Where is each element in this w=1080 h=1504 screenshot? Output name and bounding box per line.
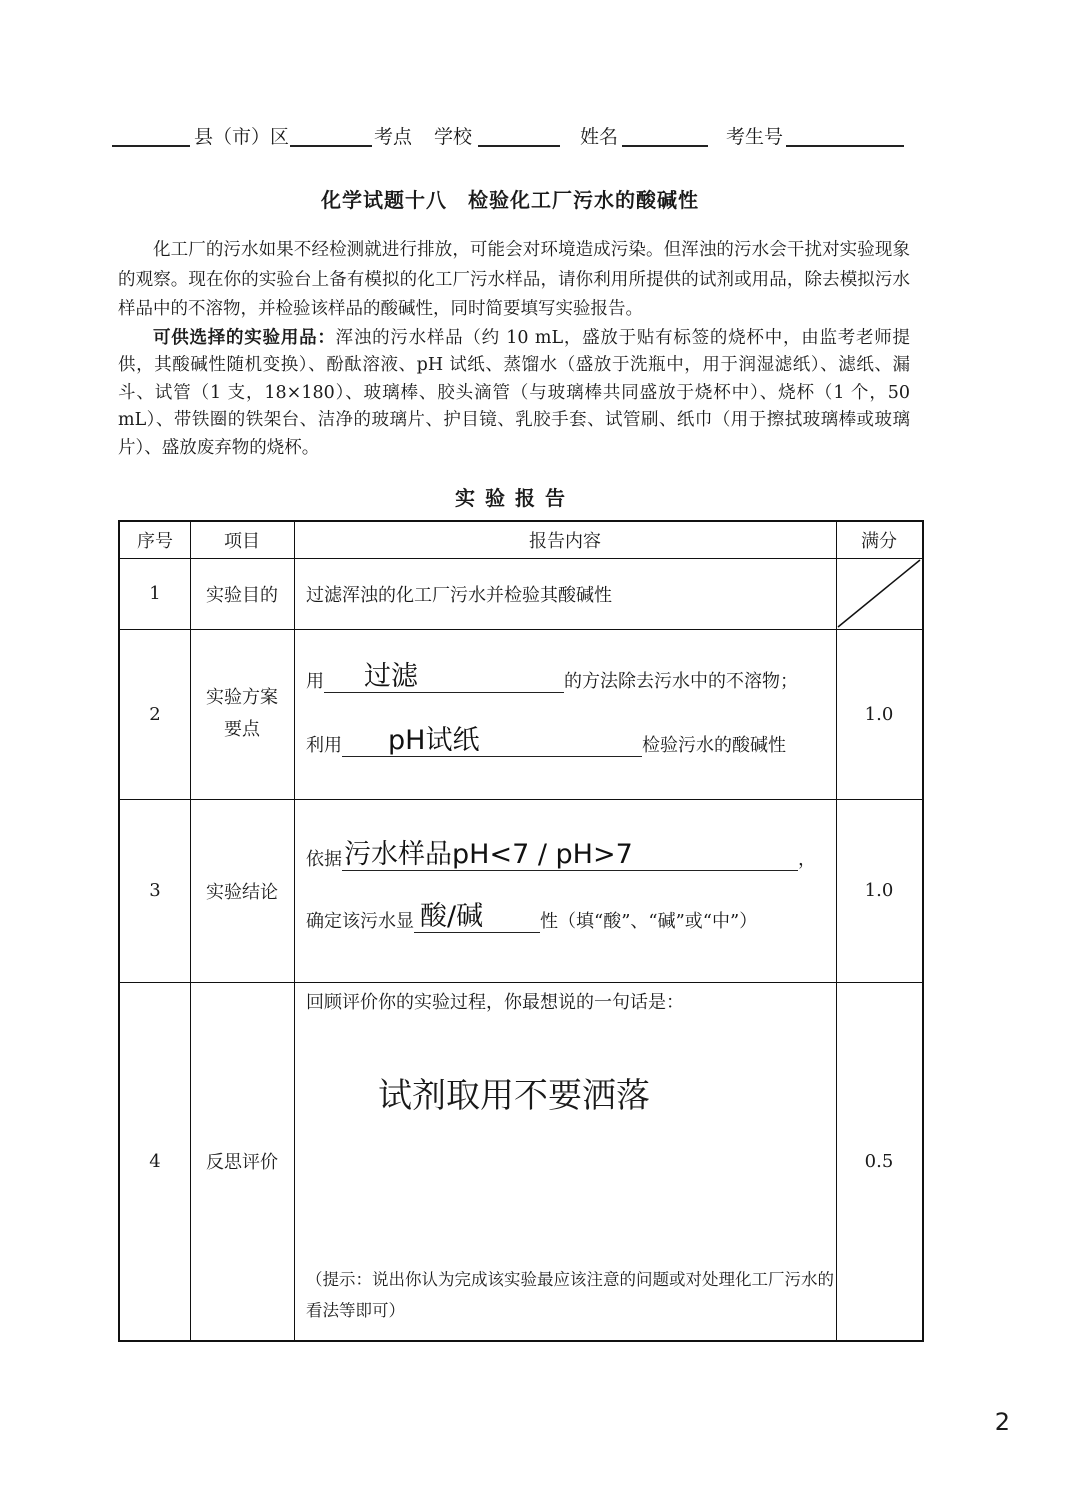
row3-score: 1.0 [864,880,894,901]
page-title: 化学试题十八 检验化工厂污水的酸碱性 [321,188,699,212]
row4-hint: （提示：说出你认为完成该实验最应该注意的问题或对处理化工厂污水的看法等即可） [306,1270,834,1320]
row1-item: 实验目的 [206,584,278,606]
row4-item: 反思评价 [206,1152,278,1173]
row2-no: 2 [149,703,161,725]
county-label: 县（市）区 [194,126,290,148]
row2-line1 [306,661,798,693]
header-content: 报告内容 [529,531,601,552]
exam-site-label: 考点 [374,126,413,148]
page-number: 2 [994,1408,1010,1436]
handwritten-answer: 过滤 [364,661,418,692]
student-no-label: 考生号 [726,126,784,148]
exam-header [112,118,912,152]
row4-prompt: 回顾评价你的实验过程，你最想说的一句话是： [306,992,684,1013]
row2-line1-blank[interactable] [324,661,564,693]
row3-line2-blank[interactable] [414,901,540,933]
report-table [118,520,924,1342]
row4-score: 0.5 [864,1150,894,1172]
intro-text [118,236,910,462]
materials-paragraph [118,325,910,463]
school-label: 学校 [434,126,473,148]
row3-line1-suffix: ， [798,849,816,870]
row3-no: 3 [149,880,161,901]
exam-site-blank[interactable] [290,145,372,147]
row3-line1-blank[interactable] [342,839,798,871]
county-blank[interactable] [112,145,190,147]
header-score: 满分 [861,531,897,552]
row2-line2-blank[interactable] [342,725,642,757]
row1-no: 1 [149,583,161,604]
handwritten-answer: pH试纸 [388,725,480,756]
report-title: 实验报告 [455,486,575,510]
row3-line1-prefix: 依据 [306,849,342,870]
row3-line2 [306,901,758,933]
col-divider [294,522,295,1340]
row2-item [190,629,294,799]
intro-paragraph: 化工厂的污水如果不经检测就进行排放，可能会对环境造成污染。但浑浊的污水会干扰对实验现象的观察。现在你的实验台上备有模拟的化工厂污水样品，请你利用所提供的试剂或用品，除去模拟污水样品中的不溶物，并检验该样品的酸碱性，同时简要填写实验报告。 [118,240,910,319]
name-blank[interactable] [622,145,708,147]
row4-no: 4 [149,1150,161,1172]
student-no-blank[interactable] [786,145,904,147]
handwritten-answer: 污水样品pH<7 / pH>7 [344,839,633,870]
header-item: 项目 [224,531,260,552]
row1-content: 过滤浑浊的化工厂污水并检验其酸碱性 [306,584,612,606]
row3-line1 [306,839,816,871]
no-score-diagonal [836,558,922,629]
materials-label: 可供选择的实验用品： [153,327,336,348]
row3-line2-suffix: 性（填“酸”、“碱”或“中”） [540,911,758,932]
handwritten-answer: 酸/碱 [420,901,484,932]
row3-line2-prefix: 确定该污水显 [306,911,414,932]
row2-line2 [306,725,786,757]
row2-line1-suffix: 的方法除去污水中的不溶物； [564,671,798,692]
row2-line2-suffix: 检验污水的酸碱性 [642,735,786,756]
row4-handwritten-answer: 试剂取用不要洒落 [378,1076,650,1116]
diagonal-line [838,560,920,627]
school-blank[interactable] [478,145,560,147]
row2-item-line2: 要点 [224,719,260,740]
row2-score: 1.0 [864,703,894,725]
row2-item-line1: 实验方案 [206,687,278,708]
row2-line1-prefix: 用 [306,671,324,692]
row3-item: 实验结论 [206,881,278,903]
row2-line2-prefix: 利用 [306,735,342,756]
header-no: 序号 [137,531,173,552]
materials-list: 浑浊的污水样品（约 10 mL，盛放于贴有标签的烧杯中，由监考老师提供，其酸碱性随机变换）、酚酞溶液、pH 试纸、蒸馏水（盛放于洗瓶中，用于润湿滤纸）、滤纸、漏斗、试管（1 支，18×180）、玻璃棒、胶头滴管（与玻璃棒共同盛放于烧杯中）、烧杯（1 个，50 mL）、带铁圈的铁架台、洁净的玻璃片、护目镜、乳胶手套、试管刷、纸巾（用于擦拭玻璃棒或玻璃片）、盛放废弃物的烧杯。 [118,327,911,458]
name-label: 姓名 [580,126,619,148]
